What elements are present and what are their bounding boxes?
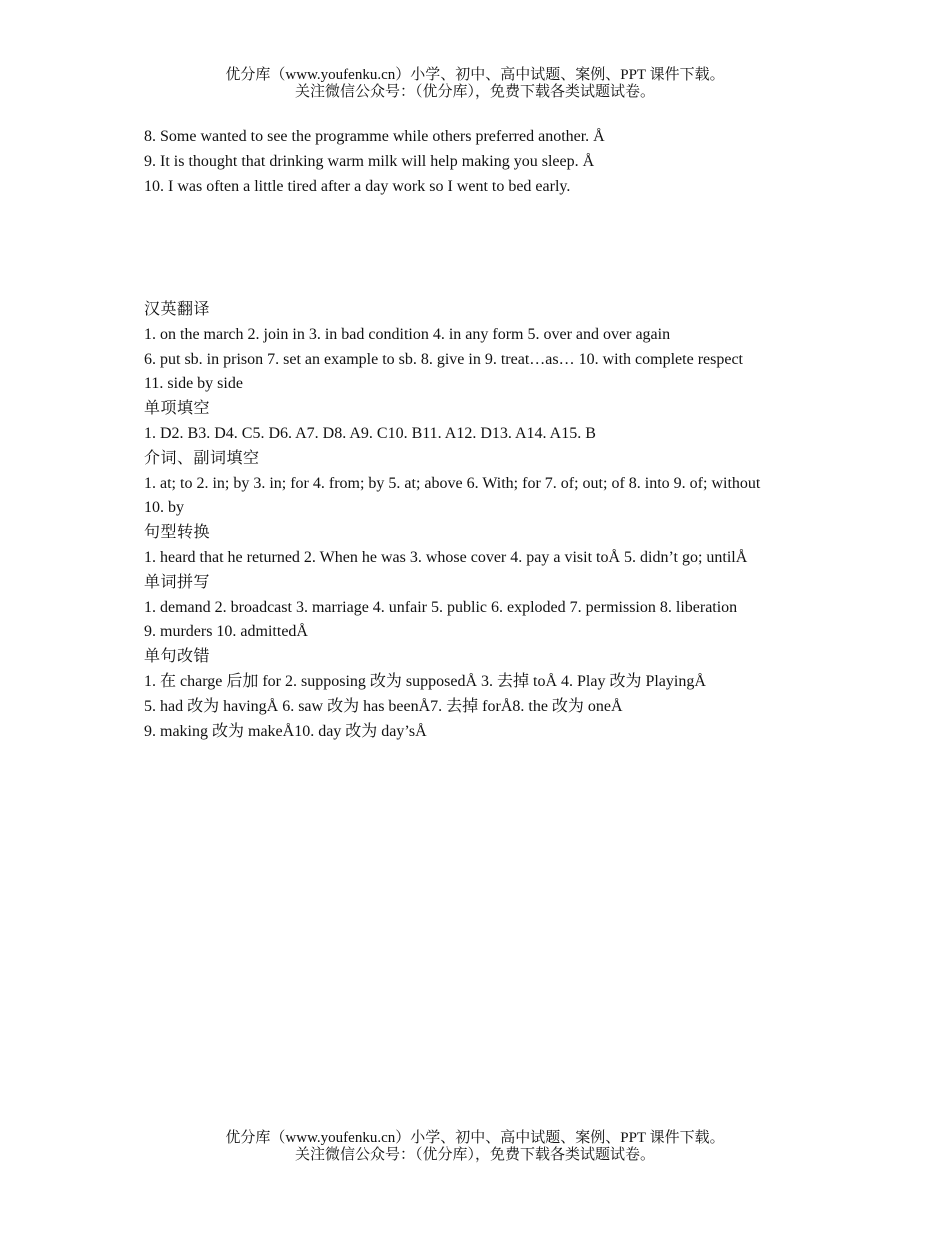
error-correction-answers-line-3: 9. making 改为 makeÅ10. day 改为 day’sÅ xyxy=(144,722,427,740)
spelling-answers-line-2: 9. murders 10. admittedÅ xyxy=(144,623,308,641)
error-correction-answers-line-1: 1. 在 charge 后加 for 2. supposing 改为 supposedÅ 3. 去掉 toÅ 4. Play 改为 PlayingÅ xyxy=(144,672,706,690)
section-heading-translation: 汉英翻译 xyxy=(144,301,211,318)
section-heading-spelling: 单词拼写 xyxy=(144,573,211,591)
sentence-transformation-answers-line-1: 1. heard that he returned 2. When he was 3. whose cover 4. pay a visit toÅ 5. didn’t go; untilÅ xyxy=(144,548,748,566)
page-footer xyxy=(0,1130,950,1164)
continued-corrections xyxy=(144,125,824,199)
answer-key xyxy=(144,298,824,744)
translation-answers-line-2: 6. put sb. in prison 7. set an example to sb. 8. give in 9. treat…as… 10. with complete respect xyxy=(144,350,743,368)
preposition-answers-line-2: 10. by xyxy=(144,499,184,517)
correction-item-8: 8. Some wanted to see the programme while others preferred another. Å xyxy=(144,128,605,145)
correction-item-9: 9. It is thought that drinking warm milk will help making you sleep. Å xyxy=(144,152,595,170)
page-header xyxy=(0,67,950,101)
error-correction-answers-line-2: 5. had 改为 havingÅ 6. saw 改为 has beenÅ7. 去掉 forÅ8. the 改为 oneÅ xyxy=(144,697,623,715)
translation-answers-line-1: 1. on the march 2. join in 3. in bad condition 4. in any form 5. over and over again xyxy=(144,325,671,343)
section-heading-prepositions: 介词、副词填空 xyxy=(144,449,260,467)
preposition-answers-line-1: 1. at; to 2. in; by 3. in; for 4. from; by 5. at; above 6. With; for 7. of; out; of 8. into 9. of; without xyxy=(144,474,761,492)
spelling-answers-line-1: 1. demand 2. broadcast 3. marriage 4. unfair 5. public 6. exploded 7. permission 8. liberation xyxy=(144,598,738,616)
footer-line-2: 关注微信公众号：（优分库），免费下载各类试题试卷。 xyxy=(294,1147,655,1163)
header-line-2: 关注微信公众号：（优分库），免费下载各类试题试卷。 xyxy=(294,84,655,100)
section-heading-error-correction: 单句改错 xyxy=(144,648,211,666)
multiple-choice-answers-line-1: 1. D2. B3. D4. C5. D6. A7. D8. A9. C10. B11. A12. D13. A14. A15. B xyxy=(144,424,596,442)
correction-item-10: 10. I was often a little tired after a day work so I went to bed early. xyxy=(144,177,571,195)
footer-line-1: 优分库（www.youfenku.cn）小学、初中、高中试题、案例、PPT 课件下载。 xyxy=(225,1130,725,1146)
translation-answers-line-3: 11. side by side xyxy=(144,375,243,393)
header-line-1: 优分库（www.youfenku.cn）小学、初中、高中试题、案例、PPT 课件下载。 xyxy=(225,67,725,83)
section-heading-sentence-transformation: 句型转换 xyxy=(144,524,211,542)
section-heading-multiple-choice: 单项填空 xyxy=(144,400,211,418)
